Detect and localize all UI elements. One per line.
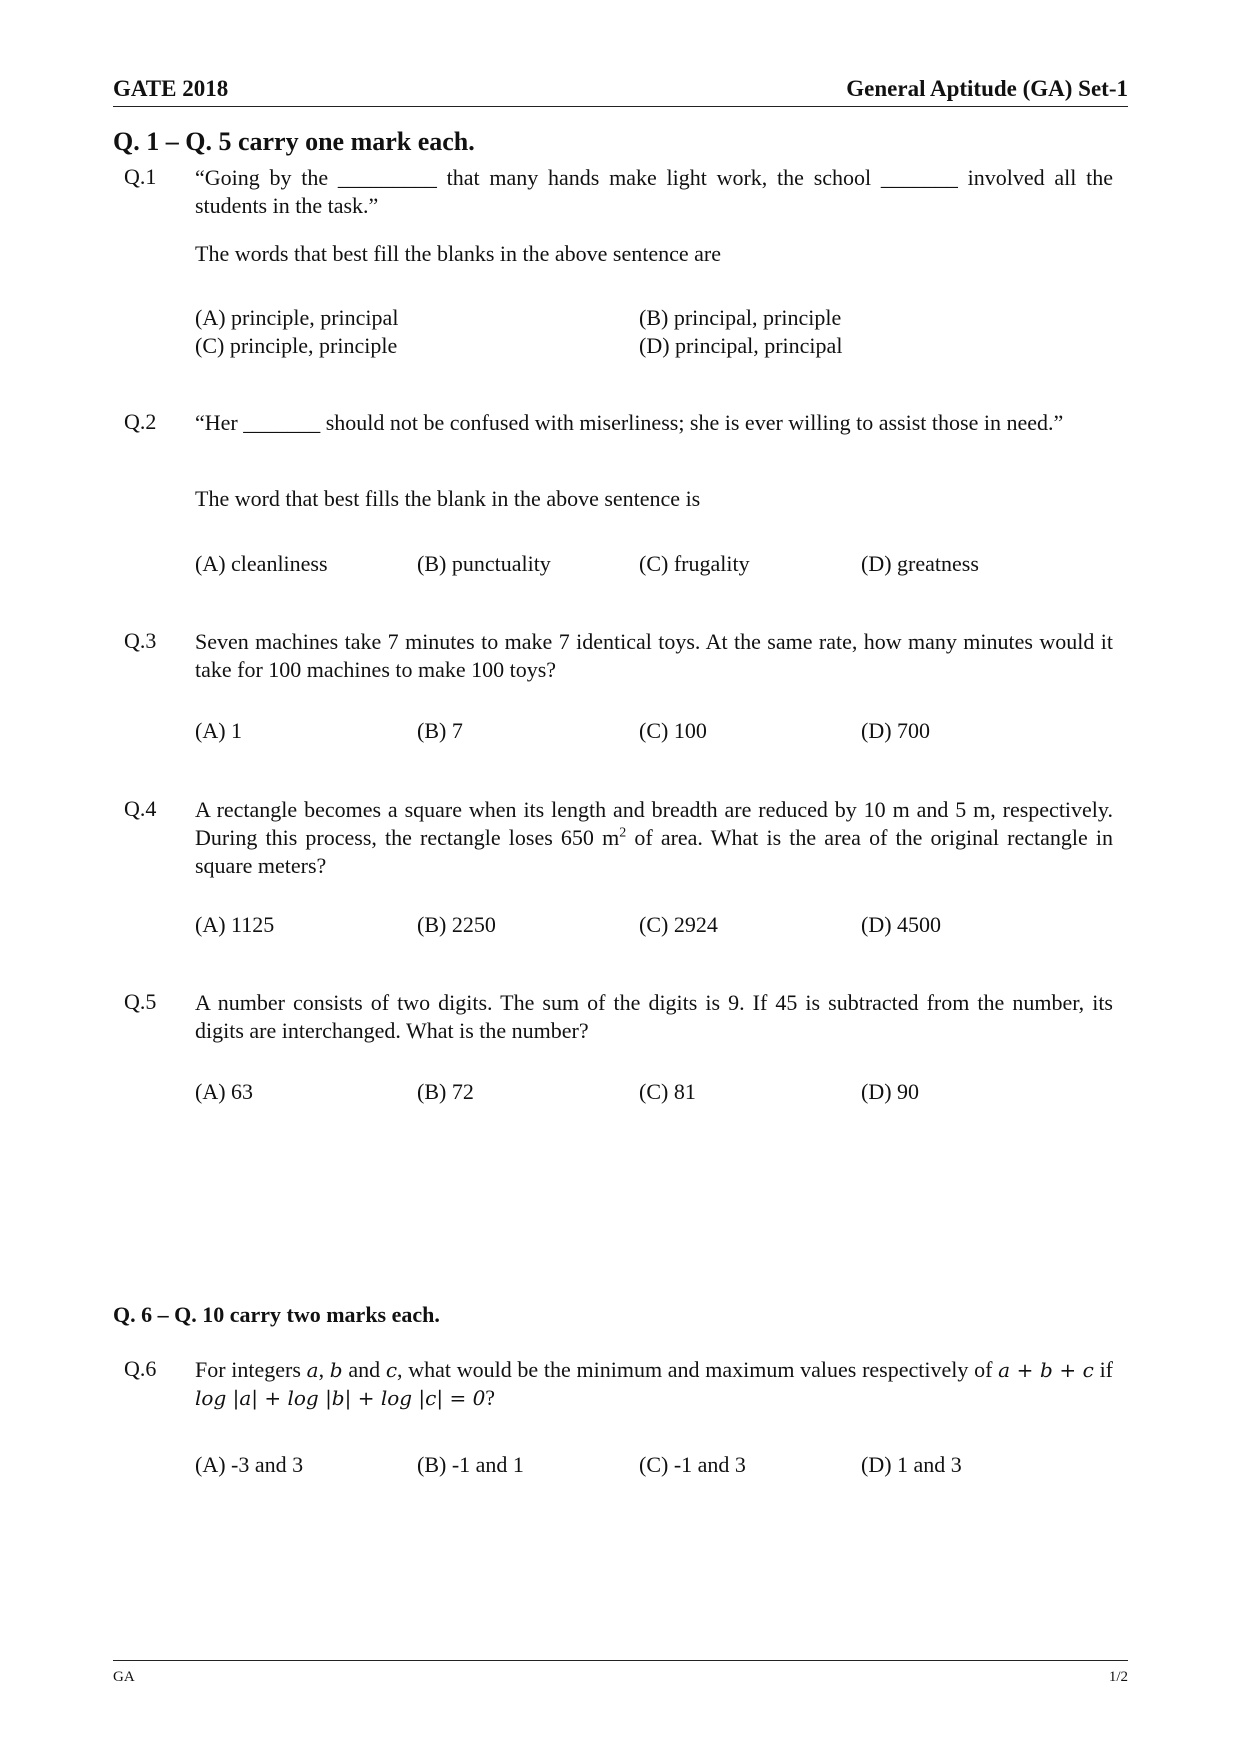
option-b: (B) punctuality — [417, 551, 551, 576]
footer-subject-code: GA — [113, 1669, 135, 1685]
footer-page-number: 1/2 — [1108, 1669, 1128, 1685]
option-c: (C) -1 and 3 — [639, 1452, 746, 1477]
option-d: (D) 700 — [861, 718, 931, 743]
question-number: Q.4 — [124, 796, 157, 821]
option-a: (A) 1125 — [195, 912, 275, 937]
option-a: (A) 63 — [195, 1079, 254, 1104]
question-number: Q.6 — [124, 1356, 157, 1381]
option-a: (A) -3 and 3 — [195, 1452, 304, 1477]
text-fragment: , — [318, 1357, 330, 1382]
math-expression: a + b + c — [998, 1358, 1094, 1382]
page-footer — [113, 1660, 1128, 1685]
question-text-start: A rectangle becomes a square when its length and breadth are reduced by 10 m and 5 m, respectively. During this process, the rectangle loses 650 m — [195, 797, 1113, 850]
question-prompt: The words that best fill the blanks in the above sentence are — [195, 241, 721, 266]
text-fragment: if — [1093, 1357, 1114, 1382]
option-d: (D) 4500 — [861, 912, 942, 937]
option-c: (C) principle, principle — [195, 333, 398, 358]
question-number: Q.5 — [124, 989, 157, 1014]
text-fragment: and — [342, 1357, 386, 1382]
math-variable: c — [385, 1358, 398, 1382]
question-text-end: of area. What is the area of the original rectangle in square meters? — [195, 825, 1113, 878]
math-condition: log |a| + log |b| + log |c| = 0 — [195, 1386, 486, 1410]
option-a: (A) 1 — [195, 718, 243, 743]
option-b: (B) 72 — [417, 1079, 474, 1104]
header-paper-title: General Aptitude (GA) Set-1 — [846, 76, 1128, 101]
question-text: “Her _______ should not be confused with miserliness; she is ever willing to assist those in need.” — [195, 410, 1064, 435]
section-heading-two-marks: Q. 6 – Q. 10 carry two marks each. — [113, 1302, 440, 1327]
page-header — [113, 76, 1128, 107]
text-fragment: ? — [485, 1385, 496, 1410]
section-heading-one-mark: Q. 1 – Q. 5 carry one mark each. — [113, 127, 475, 156]
header-exam-title: GATE 2018 — [113, 76, 229, 101]
text-fragment: , what would be the minimum and maximum values respectively of — [397, 1357, 999, 1382]
math-variable: b — [329, 1358, 343, 1382]
option-b: (B) principal, principle — [639, 305, 842, 330]
option-c: (C) frugality — [639, 551, 750, 576]
superscript-exponent: 2 — [619, 825, 627, 841]
question-number: Q.1 — [124, 164, 157, 189]
question-text: A number consists of two digits. The sum of the digits is 9. If 45 is subtracted from the number, its digits are interchanged. What is the number? — [195, 990, 1113, 1043]
question-number: Q.3 — [124, 628, 157, 653]
option-c: (C) 100 — [639, 718, 707, 743]
option-b: (B) 7 — [417, 718, 463, 743]
question-text — [195, 796, 1113, 880]
option-c: (C) 81 — [639, 1079, 696, 1104]
question-text: “Going by the _________ that many hands make light work, the school _______ involved all the students in the task.” — [195, 165, 1113, 218]
question-text — [195, 1356, 1113, 1412]
option-d: (D) 1 and 3 — [861, 1452, 962, 1477]
option-d: (D) greatness — [861, 551, 979, 576]
option-d: (D) 90 — [861, 1079, 920, 1104]
option-d: (D) principal, principal — [639, 333, 843, 358]
option-b: (B) 2250 — [417, 912, 496, 937]
question-number: Q.2 — [124, 409, 157, 434]
question-text: Seven machines take 7 minutes to make 7 identical toys. At the same rate, how many minutes would it take for 100 machines to make 100 toys? — [195, 629, 1113, 682]
option-a: (A) principle, principal — [195, 305, 399, 330]
option-a: (A) cleanliness — [195, 551, 328, 576]
question-prompt: The word that best fills the blank in the above sentence is — [195, 486, 701, 511]
text-fragment: For integers — [195, 1357, 307, 1382]
option-b: (B) -1 and 1 — [417, 1452, 524, 1477]
math-variable: a — [306, 1358, 319, 1382]
option-c: (C) 2924 — [639, 912, 718, 937]
